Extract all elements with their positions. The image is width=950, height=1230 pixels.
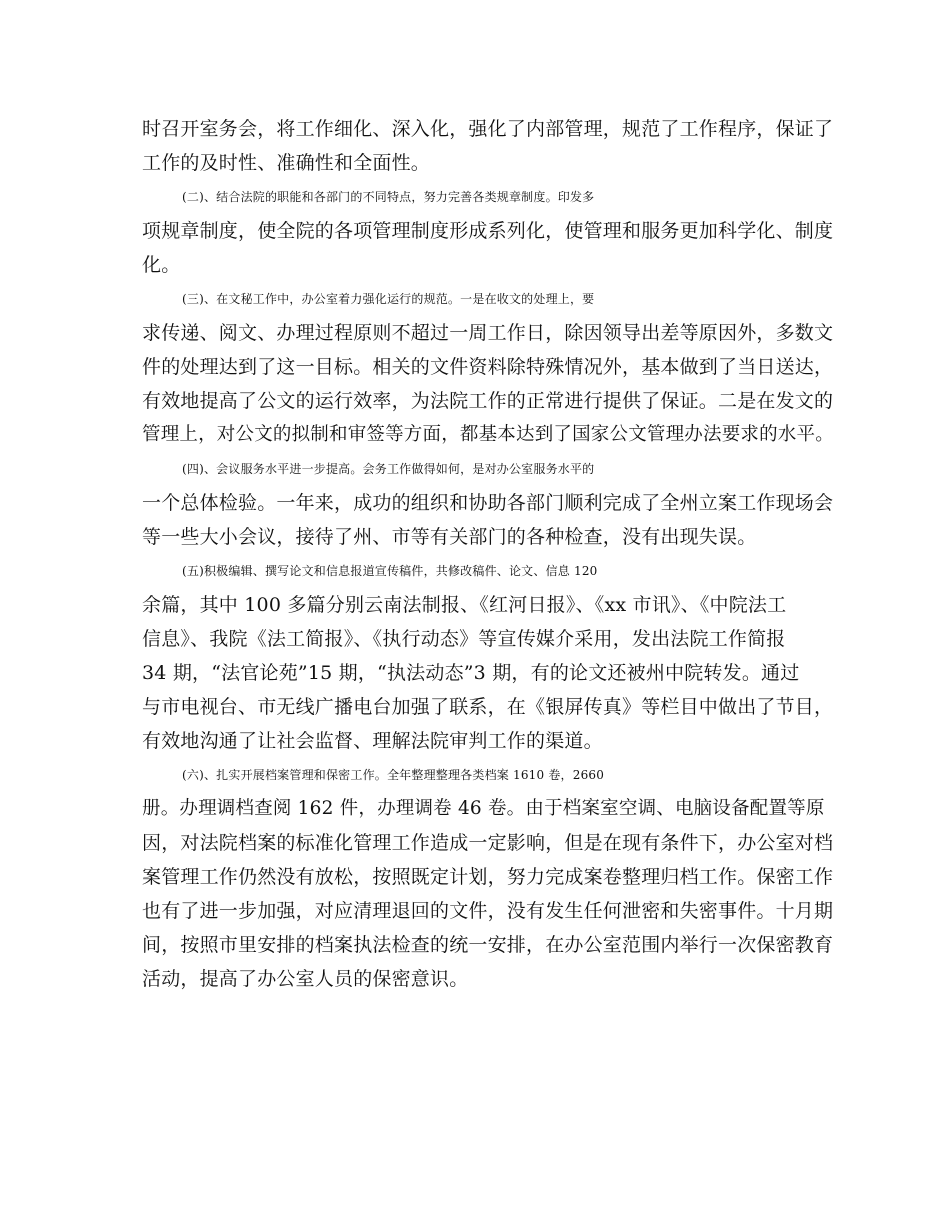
text-line: 案管理工作仍然没有放松，按照既定计划，努力完成案卷整理归档工作。保密工作 (142, 866, 834, 888)
text-line: 因，对法院档案的标准化管理工作造成一定影响，但是在现有条件下，办公室对档 (142, 832, 834, 854)
text-line: (二)、结合法院的职能和各部门的不同特点，努力完善各类规章制度。印发多 (182, 190, 595, 204)
text-line: (三)、在文秘工作中，办公室着力强化运行的规范。一是在收文的处理上，要 (182, 292, 595, 306)
text-line: 有效地沟通了让社会监督、理解法院审判工作的渠道。 (142, 730, 603, 752)
text-line: 求传递、阅文、办理过程原则不超过一周工作日，除因领导出差等原因外，多数文 (142, 322, 834, 344)
text-line: 管理上，对公文的拟制和审签等方面，都基本达到了国家公文管理办法要求的水平。 (142, 424, 834, 445)
text-line: (六)、扎实开展档案管理和保密工作。全年整理整理各类档案 1610 卷，2660 (182, 768, 605, 782)
text-line: 工作的及时性、准确性和全面性。 (142, 152, 431, 174)
text-line: 册。办理调档查阅 162 件，办理调卷 46 卷。由于档案室空调、电脑设备配置等原 (142, 798, 825, 819)
text-line: 信息》、我院《法工简报》、《执行动态》等宣传媒介采用，发出法院工作简报 (142, 628, 786, 650)
text-line: 项规章制度，使全院的各项管理制度形成系列化，使管理和服务更加科学化、制度 (142, 220, 834, 242)
text-line: 34 期，“法官论苑”15 期，“执法动态”3 期，有的论文还被州中院转发。通过 (142, 662, 800, 684)
text-line: 等一些大小会议，接待了州、市等有关部门的各种检查，没有出现失误。 (142, 526, 757, 548)
text-line: 也有了进一步加强，对应清理退回的文件，没有发生任何泄密和失密事件。十月期 (142, 900, 834, 922)
body-text (142, 112, 832, 996)
text-line: 有效地提高了公文的运行效率，为法院工作的正常进行提供了保证。二是在发文的 (142, 390, 834, 412)
text-line: 与市电视台、市无线广播电台加强了联系，在《银屏传真》等栏目中做出了节目， (142, 696, 834, 718)
text-line: 间，按照市里安排的档案执法检查的统一安排，在办公室范围内举行一次保密教育 (142, 934, 834, 956)
text-line: 活动，提高了办公室人员的保密意识。 (142, 968, 469, 990)
text-line: 化。 (142, 254, 181, 276)
text-line: 件的处理达到了这一目标。相关的文件资料除特殊情况外，基本做到了当日送达， (142, 356, 834, 378)
text-line: (五)积极编辑、撰写论文和信息报道宣传稿件，共修改稿件、论文、信息 120 (182, 564, 598, 578)
text-line: 时召开室务会，将工作细化、深入化，强化了内部管理，规范了工作程序，保证了 (142, 118, 834, 140)
text-line: 余篇，其中 100 多篇分别云南法制报、《红河日报》、《xx 市讯》、《中院法工 (142, 594, 787, 616)
text-line: (四)、会议服务水平进一步提高。会务工作做得如何，是对办公室服务水平的 (182, 462, 595, 476)
text-line: 一个总体检验。一年来，成功的组织和协助各部门顺利完成了全州立案工作现场会 (142, 492, 834, 514)
